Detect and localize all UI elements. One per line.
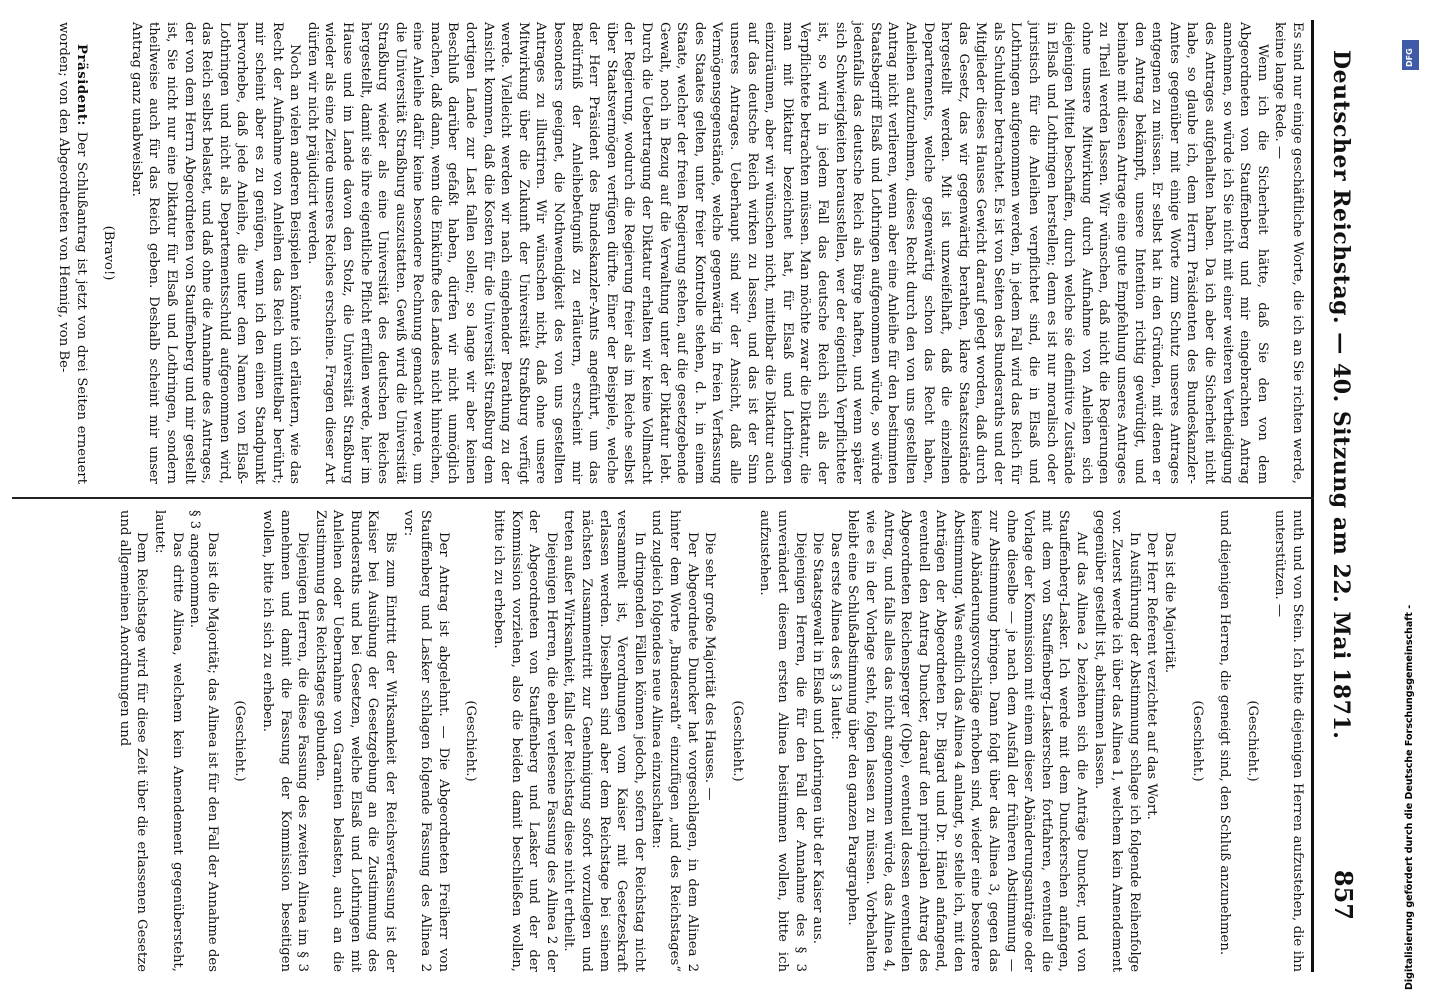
credit-text: Digitalisierung gefördert durch die Deutsche Forschungsgemeinschaft - <box>1404 604 1415 990</box>
quoted-text: Bis zum Eintritt der Wirksamkeit der Reichsverfassung ist der Kaiser bei Ausübung der Gesetzgebung an die Zustimmung des Bundesraths und bei Gesetzen, welche Elsaß und Lothringen mit Anleihen oder Uebernahme von Garantien belasten, auch an die Zustimmung des Reichstages gebunden. <box>312 510 399 972</box>
quoted-text: Die Staatsgewalt in Elsaß und Lothringen übt der Kaiser aus. <box>810 532 826 944</box>
stage-note: (Geschieht.) <box>1189 700 1205 782</box>
column-divider <box>12 497 1314 499</box>
paragraph: Der Antrag ist abgelehnt. — Die Abgeordneten Freiherr von Stauffenberg und Lasker schlagen folgende Fassung des Alinea 2 vor: <box>400 510 451 972</box>
paragraph: Auf das Alinea 2 beziehen sich die Anträge Duncker, und von Stauffenberg-Lasker. Ich werde mit dem Dunckerschen anfangen, mit dem von Stauffenberg-Laskerschen fortfahren, eventuell die Vorlage der Kommission mit einem dieser Abänderungsanträge oder ohne dieselbe — je nach dem Ausfall der früheren Abstimmung — zur Abstimmung bringen. Dann folgt über das Alinea 3, gegen das keine Abänderungsvorschläge erhoben sind, wieder eine besondere Abstimmung. Was endlich das Alinea 4 anlangt, so stelle ich, mit den Anträgen der Abgeordneten Dr. Bigard und Dr. Hänel anfangend, eventuell den Antrag Duncker, darauf den principalen Antrag des Abgeordneten Reichensperger (Olpe), eventuell dessen eventuellen Antrag, und falls alles das nicht angenommen würde, das Alinea 4, wie es in der Vorlage steht, folgen lassen zu müssen. Vorbehalten bleibt eine Schlußabstimmung über den ganzen Paragraphen. <box>845 510 1090 972</box>
page-header <box>1324 20 1358 990</box>
paragraph: Wenn ich die Sicherheit hätte, daß Sie den von dem Abgeordneten von Stauffenberg und mir eingebrachten Antrag annehmen, so würde ich Sie nicht mit einer weiteren Vertheidigung des Antrages aufgehalten haben. Da ich aber die Sicherheit nicht habe, so glaube ich, dem Herrn Präsidenten des Bundeskanzler-Amtes gegenüber mit einige Worte zum Schutz unseres Antrages entgegnen zu müssen. Er selbst hat in den Gründen, mit denen er den Antrag bekämpft, unsere Intention richtig gewürdigt, und beinahe mit diesen Antrage eine gute Empfehlung unseres Antrages zu Theil werden lassen. Wir wünschen, daß nicht die Regierungen ohne unsere Mitwirkung durch Aufnahme von Anleihen sich diejenigen Mittel beschaffen, durch welche sie definitive Zustände in Elsaß und Lothringen herstellen; denn es ist nur moralisch oder juristisch für die Anleihen verpflichtet sind, die in Elsaß und Lothringen aufgenommen werden, in jedem Fall wird das Reich für als Schuldner betrachtet. Es ist von Seiten des Bundesraths und der Mitglieder dieses Hauses Gewicht darauf gelegt worden, daß durch das Gesetz, das wir gegenwärtig berathen, klare Staatszustände hergestellt werden. Mit ist unzweifelhaft, daß die einzelnen Departements, welche gegenwärtig schon das Recht haben, Anleihen aufzunehmen, dieses Recht durch den von uns gestellten Antrag nicht verlieren, wenn aber eine Anleihe für den bestimmten Staatsbegriff Elsaß und Lothringen aufgenommen würde, so würde jedenfalls das deutsche Reich als Bürge haften, und wenn später sich Schwierigkeiten herausstellen, wer der eigentlich Verpflichtete ist, so wird in jedem Fall das deutsche Reich sich als der Verpflichtete betrachten müssen. Man möchte zwar die Diktatur, die man mit Diktatur bezeichnet hat, für Elsaß und Lothringen einzuräumen, aber wir wünschen nicht, mittelbar die Diktatur auch auf das deutsche Reich wirken zu lassen, und das ist der Sinn unseres Antrages. Ueberhaupt sind wir der Ansicht, daß alle Vermögensgegenstände, welche gegenwärtig in freien Verfassung des Staates gelten, unter freier Kontrolle stehen, d. h. in einem Staate, welcher der freien Regierung stehen, auf die gesetzgebende Gewalt, noch in Bezug auf die Verwaltung unter der Diktatur lebt. Durch die Uebertragung der Diktatur erhalten wir keine Vollmacht der Regierung, wodurch die Regierung freier als im Reiche selbst über Staatsvermögen verfügen dürfte. Einer der Beispiele, welche der Herr Präsident des Bundeskanzler-Amts angeführt, um das Bedürfniß der Anleihebefugniß zu erläutern, erscheint mir besonders geeignet, die Nothwendigkeit des von uns gestellten Antrages zu illustriren. Wir wünschen nicht, daß ohne unsere Mitwirkung über die Zukunft der Universität Straßburg verfügt werde. Vielleicht werden wir nach eingehender Berathung zu der Ansicht kommen, daß die Kosten für die Universität Straßburg dem dortigen Lande zur Last fallen sollen; so lange wir aber keinen Beschluß darüber gefaßt haben, dürfen wir nicht unmöglich machen, daß dann, wenn die Einkünfte des Landes nicht hinreichen, eine Anleihe dafür keine besondere Rechnung gemacht werde, um die Universität Straßburg auszustatten. Gewiß wird die Universität Straßburg wieder als eine Universität des deutschen Reiches hergestellt, damit sie ihre eigentliche Pflicht erfüllen werde, hier im Hause und im Lande davon den Stolz, die Universität Straßburg wieder als eine Zierde unseres Reiches erscheine. Fragen dieser Art dürfen wir nicht präjudicirt werden. <box>304 22 1270 484</box>
paragraph: Das ist die Majorität. <box>1162 532 1178 674</box>
paragraph: Noch an vielen anderen Beispielen könnte ich erläutern, wie das Recht der Aufnahme von Anleihen das Reich unmittelbar berührt; mir scheint aber es zu genügen, wenn ich den einen Standpunkt hervorhebe, daß jede Anleihe, die unter dem Namen von Elsaß-Lothringen und nicht als Departementsschuld aufgenommen wird, das Reich selbst belastet, und daß ohne die Annahme des Antrages, der von dem Herrn Abgeordneten von Stauffenberg und mir gestellt ist, Sie nicht nur eine Diktatur für Elsaß und Lothringen, sondern theilweise auch für das Reich geben. Deshalb scheint mir unser Antrag ganz unabweisbar. <box>128 22 303 484</box>
paragraph: Der Abgeordnete Duncker hat vorgeschlagen, in dem Alinea 2 hinter dem Worte „Bundesrath“ einzufügen „und des Reichstages“ und zugleich folgendes neue Alinea einzuschalten: <box>649 510 700 972</box>
paragraph: Das dritte Alinea, welchem kein Amendement gegenübersteht, lautet: <box>151 510 185 972</box>
stage-note: (Geschieht.) <box>232 700 248 782</box>
stage-note: (Geschieht.) <box>463 700 479 782</box>
paragraph: Es sind nur einige geschäftliche Worte, die ich an Sie richten werde, keine lange Rede. — <box>1272 22 1305 484</box>
paragraph: Diejenigen Herren, die für den Fall der Annahme des § 3 unverändert diesem ersten Alinea beistimmen wollen, bitte ich aufzustehen. <box>757 510 808 972</box>
paragraph: Das ist die Majorität; das Alinea ist für den Fall der Annahme des § 3 angenommen. <box>187 510 220 972</box>
paragraph: Die sehr große Majorität des Hauses. — <box>702 532 718 801</box>
president-paragraph <box>54 22 89 484</box>
dfg-logo: DFG <box>1402 40 1419 70</box>
stage-note: (Geschieht.) <box>1244 700 1260 782</box>
right-column <box>115 510 1306 972</box>
quoted-text: Dem Reichstage wird für diese Zeit über die erlassenen Gesetze und allgemeinen Anordnungen und <box>116 510 150 972</box>
speaker-text: Der Schlußantrag ist jetzt von drei Seiten erneuert worden; von den Abgeordneten von Hennig, von Be- <box>56 22 89 484</box>
applause-note: (Bravo!) <box>101 225 117 281</box>
running-head: Deutscher Reichstag. — 40. Sitzung am 22. Mai 1871. <box>1328 50 1354 740</box>
stage-note: (Geschieht.) <box>729 700 745 782</box>
paragraph: nuth und von Stein. Ich bitte diejenigen Herren aufzustehen, die ihn unterstützen. — <box>1272 510 1305 972</box>
digitization-credit <box>1396 40 1426 990</box>
paragraph: In Ausführung der Abstimmung schlage ich folgende Reihenfolge vor. Zuerst werde ich über das Alinea 1, welchem kein Amendement gegenüber gestellt ist, abstimmen lassen. <box>1091 510 1142 972</box>
paragraph: Diejenigen Herren, die diese Fassung des zweiten Alinea im § 3 annehmen und damit die Fassung der Kommission beseitigen wollen, bitte ich sich zu erheben. <box>259 510 311 972</box>
page-number: 857 <box>1329 869 1358 920</box>
paragraph: Diejenigen Herren, die eben verlesene Fassung des Alinea 2 der der Abgeordneten von Stauffenberg und Lasker und der der Kommission vorziehen, also die beiden damit beschließen wollen, bitte ich zu erheben. <box>491 510 559 972</box>
quoted-text: In dringenden Fällen können jedoch, sofern der Reichstag nicht versammelt ist, Verordnungen vom Kaiser mit Gesetzeskraft erlassen werden. Dieselben sind aber dem Reichstage bei seinem nächsten Zusammentritt zur Genehmigung sofort vorzulegen und treten außer Wirksamkeit, falls der Reichstag diese nicht ertheilt. <box>561 510 647 972</box>
header-rule <box>1311 20 1314 972</box>
paragraph: und diejenigen Herren, die geneigt sind, den Schluß anzunehmen. <box>1217 510 1233 956</box>
speaker-label: Präsident: <box>73 44 89 127</box>
paragraph: Das erste Alinea des § 3 lautet: <box>827 532 843 740</box>
paragraph: Der Herr Referent verzichtet auf das Wort. <box>1144 532 1160 820</box>
left-column <box>54 22 1306 484</box>
